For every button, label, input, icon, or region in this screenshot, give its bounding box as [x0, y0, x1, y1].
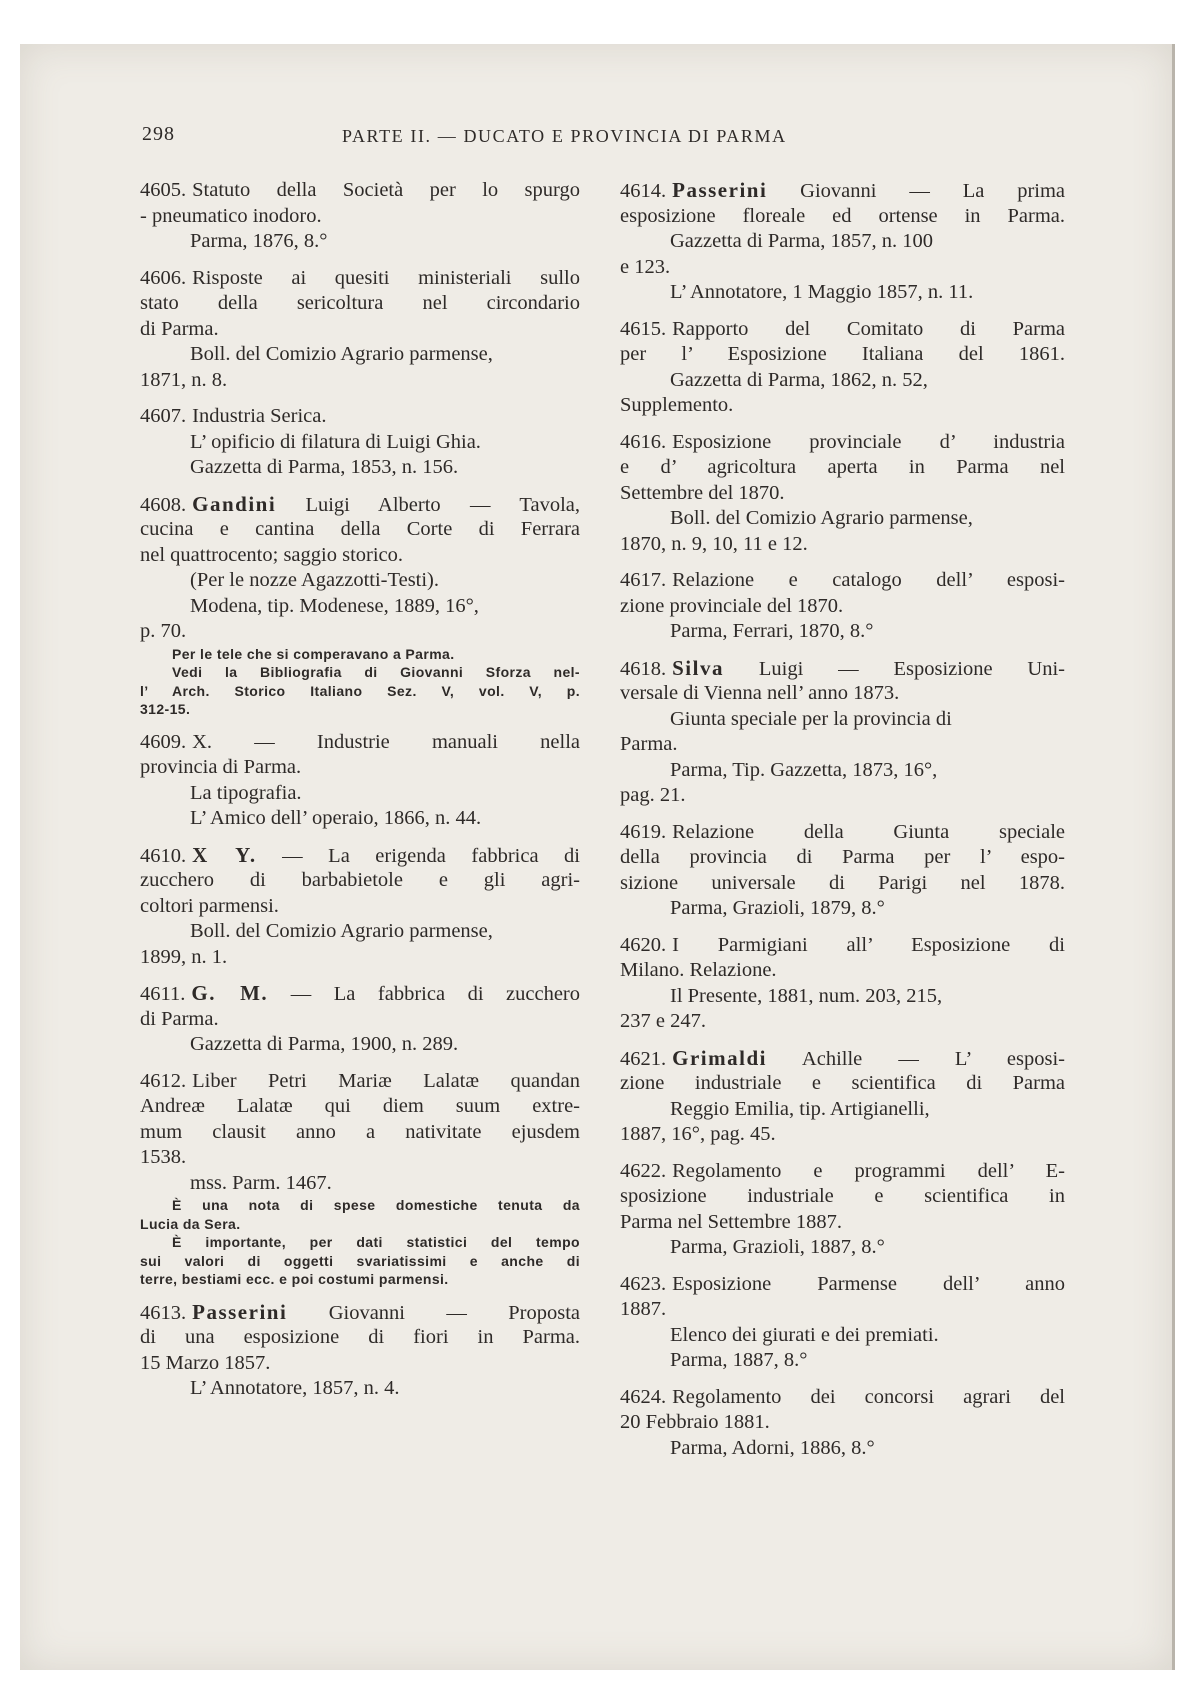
entry-4623	[620, 1272, 1065, 1374]
entry-source: pag. 21.	[620, 784, 686, 806]
entry-note: Vedi la Bibliografia di Giovanni Sforza nel-	[172, 664, 580, 680]
entry-source: Supplemento.	[620, 394, 734, 416]
entry-text: zucchero di barbabietole e gli agri-	[140, 869, 580, 891]
entry-text: zione provinciale del 1870.	[620, 594, 844, 617]
entry-source: 1887, 16°, pag. 45.	[620, 1123, 776, 1145]
entry-text: L’ opificio di filatura di Luigi Ghia.	[190, 430, 481, 453]
entry-text: coltori parmensi.	[140, 894, 279, 917]
entry-number: 4611.	[140, 983, 186, 1005]
entry-number: 4618.	[620, 657, 667, 680]
entry-source: Boll. del Comizio Agrario parmense,	[190, 920, 493, 942]
entry-author: Passerini	[192, 1299, 288, 1324]
entry-note: l’ Arch. Storico Italiano Sez. V, vol. V, p.	[140, 682, 580, 699]
entry-source: Parma, Tip. Gazzetta, 1873, 16°,	[670, 758, 938, 781]
entry-title: Esposizione Parmense dell’ anno	[672, 1272, 1065, 1295]
entry-source: Il Presente, 1881, num. 203, 215,	[670, 984, 943, 1007]
entry-title: Risposte ai quesiti ministeriali sullo	[192, 266, 580, 289]
entry-number: 4605.	[140, 179, 187, 201]
entry-title: Relazione della Giunta speciale	[672, 820, 1065, 843]
entry-source: Parma, 1876, 8.°	[190, 230, 328, 252]
entry-number: 4609.	[140, 730, 187, 753]
entry-number: 4610.	[140, 844, 187, 867]
entry-4611	[140, 981, 580, 1058]
entry-source: L’ Amico dell’ operaio, 1866, n. 44.	[190, 807, 482, 829]
entry-title: Relazione e catalogo dell’ esposi-	[672, 569, 1065, 591]
entry-number: 4608.	[140, 493, 187, 516]
entry-text: Milano. Relazione.	[620, 959, 777, 981]
entry-source: p. 70.	[140, 620, 187, 642]
entry-4614	[620, 178, 1065, 306]
entry-4624	[620, 1385, 1065, 1462]
entry-number: 4623.	[620, 1272, 667, 1295]
entry-title: Industria Serica.	[192, 405, 327, 427]
entry-title: Luigi Alberto — Tavola,	[305, 493, 580, 516]
entry-title: Regolamento dei concorsi agrari del	[672, 1385, 1065, 1408]
entry-4609	[140, 730, 580, 832]
entry-text: stato della sericoltura nel circondario	[140, 292, 580, 314]
entry-author: X Y.	[192, 842, 257, 867]
entry-title: Giovanni — La prima	[800, 180, 1066, 202]
entry-text: di una esposizione di fiori in Parma.	[140, 1326, 580, 1348]
entry-number: 4612.	[140, 1069, 187, 1092]
entry-source: Boll. del Comizio Agrario parmense,	[670, 507, 973, 529]
entry-text: Andreæ Lalatæ qui diem suum extre-	[140, 1095, 580, 1117]
entry-source: Modena, tip. Modenese, 1889, 16°,	[190, 594, 479, 617]
entry-author: Gandini	[192, 491, 277, 516]
entry-text: e d’ agricoltura aperta in Parma nel	[620, 456, 1065, 478]
entry-title: Giovanni — Proposta	[328, 1301, 581, 1324]
entry-title: Esposizione provinciale d’ industria	[672, 430, 1065, 453]
entry-source: Gazzetta di Parma, 1900, n. 289.	[190, 1033, 459, 1055]
entry-source: Parma, 1887, 8.°	[670, 1349, 808, 1371]
entry-text: provincia di Parma.	[140, 756, 302, 778]
entry-text: (Per le nozze Agazzotti-Testi).	[190, 569, 440, 591]
entry-4621	[620, 1046, 1065, 1148]
entry-title: Liber Petri Mariæ Lalatæ quandan	[192, 1069, 580, 1092]
entry-note: terre, bestiami ecc. e poi costumi parmensi.	[140, 1271, 449, 1287]
entry-author: Passerini	[672, 178, 768, 202]
entry-source: Gazzetta di Parma, 1857, n. 100	[670, 230, 934, 252]
entry-text: esposizione floreale ed ortense in Parma.	[620, 204, 1065, 227]
entry-4615	[620, 317, 1065, 419]
entry-text: La tipografia.	[190, 781, 302, 804]
left-column	[140, 178, 580, 1413]
entry-number: 4606.	[140, 266, 187, 289]
entry-text: Giunta speciale per la provincia di	[670, 707, 952, 730]
entry-source: L’ Annotatore, 1 Maggio 1857, n. 11.	[670, 281, 974, 303]
entry-author: Silva	[672, 655, 724, 680]
entry-4613	[140, 1300, 580, 1402]
entry-4612	[140, 1069, 580, 1289]
entry-text: 15 Marzo 1857.	[140, 1351, 271, 1374]
entry-source: 1899, n. 1.	[140, 945, 228, 968]
entry-source: 237 e 247.	[620, 1010, 706, 1032]
entry-note: Per le tele che si comperavano a Parma.	[172, 645, 455, 662]
entry-number: 4607.	[140, 405, 187, 427]
entry-number: 4615.	[620, 317, 667, 340]
entry-title: Rapporto del Comitato di Parma	[672, 317, 1065, 340]
page-header	[142, 123, 972, 153]
entry-4619	[620, 820, 1065, 922]
entry-text: Parma nel Settembre 1887.	[620, 1210, 843, 1233]
entry-number: 4621.	[620, 1047, 667, 1070]
entry-source: Gazzetta di Parma, 1862, n. 52,	[670, 368, 928, 391]
right-column	[620, 178, 1065, 1472]
entry-note: È una nota di spese domestiche tenuta da	[172, 1197, 580, 1213]
entry-text: - pneumatico inodoro.	[140, 204, 322, 227]
entry-4610	[140, 843, 580, 971]
entry-source: Boll. del Comizio Agrario parmense,	[190, 343, 493, 365]
entry-text: sizione universale di Parigi nel 1878.	[620, 871, 1065, 894]
entry-number: 4624.	[620, 1385, 667, 1408]
entry-4617	[620, 568, 1065, 645]
entry-number: 4613.	[140, 1301, 187, 1324]
entry-number: 4622.	[620, 1159, 667, 1182]
entry-title: Luigi — Esposizione Uni-	[758, 657, 1066, 680]
running-title: PARTE II. — DUCATO E PROVINCIA DI PARMA	[342, 126, 787, 146]
entry-title: Statuto della Società per lo spurgo	[192, 179, 580, 201]
page-number: 298	[142, 123, 175, 145]
entry-4607	[140, 404, 580, 481]
entry-source: L’ Annotatore, 1857, n. 4.	[190, 1377, 400, 1399]
entry-text: versale di Vienna nell’ anno 1873.	[620, 682, 900, 704]
entry-4618	[620, 656, 1065, 809]
entry-text: di Parma.	[140, 1007, 219, 1030]
entry-text: cucina e cantina della Corte di Ferrara	[140, 518, 580, 540]
entry-text: per l’ Esposizione Italiana del 1861.	[620, 343, 1065, 365]
entry-4605	[140, 178, 580, 255]
entry-source: 1871, n. 8.	[140, 368, 228, 391]
entry-text: 1887.	[620, 1298, 667, 1320]
entry-text: Parma.	[620, 733, 678, 755]
entry-note: sui valori di oggetti svariatissimi e anche di	[140, 1252, 580, 1269]
entry-source: Parma, Adorni, 1886, 8.°	[670, 1436, 875, 1459]
entry-source: Gazzetta di Parma, 1853, n. 156.	[190, 456, 459, 478]
entry-source: Reggio Emilia, tip. Artigianelli,	[670, 1097, 930, 1120]
entry-title: — La fabbrica di zucchero	[290, 983, 581, 1005]
entry-number: 4620.	[620, 933, 667, 956]
entry-number: 4617.	[620, 569, 667, 591]
entry-text: sposizione industriale e scientifica in	[620, 1185, 1065, 1207]
entry-source: 1870, n. 9, 10, 11 e 12.	[620, 532, 808, 555]
entry-note: 312-15.	[140, 701, 191, 717]
entry-4616	[620, 430, 1065, 558]
entry-note: Lucia da Sera.	[140, 1215, 241, 1232]
entry-text: nel quattrocento; saggio storico.	[140, 543, 404, 566]
entry-text: di Parma.	[140, 317, 219, 340]
entry-title: I Parmigiani all’ Esposizione di	[672, 933, 1065, 956]
entry-source: Parma, Ferrari, 1870, 8.°	[670, 620, 874, 642]
entry-number: 4616.	[620, 430, 667, 453]
entry-4622	[620, 1159, 1065, 1261]
entry-source: Parma, Grazioli, 1887, 8.°	[670, 1236, 885, 1258]
entry-4608	[140, 492, 580, 719]
entry-text: zione industriale e scientifica di Parma	[620, 1072, 1065, 1094]
entry-text: Settembre del 1870.	[620, 481, 785, 504]
entry-title: Regolamento e programmi dell’ E-	[672, 1159, 1065, 1182]
entry-title: Achille — L’ esposi-	[801, 1047, 1065, 1070]
entry-text: della provincia di Parma per l’ espo-	[620, 846, 1065, 868]
entry-text: Elenco dei giurati e dei premiati.	[670, 1323, 939, 1346]
entry-source: Parma, Grazioli, 1879, 8.°	[670, 897, 885, 919]
entry-text: 20 Febbraio 1881.	[620, 1411, 770, 1433]
entry-4620	[620, 933, 1065, 1035]
entry-source: e 123.	[620, 255, 671, 278]
entry-title: — La erigenda fabbrica di	[282, 844, 580, 867]
entry-author: Grimaldi	[672, 1045, 767, 1070]
entry-title: X. — Industrie manuali nella	[192, 730, 580, 753]
entry-text: 1538.	[140, 1146, 187, 1168]
entry-text: mum clausit anno a nativitate ejusdem	[140, 1120, 580, 1143]
entry-note: È importante, per dati statistici del tempo	[172, 1234, 580, 1250]
entry-source: mss. Parm. 1467.	[190, 1171, 332, 1194]
entry-number: 4619.	[620, 820, 667, 843]
entry-4606	[140, 266, 580, 394]
entry-author: G. M.	[191, 981, 269, 1005]
entry-number: 4614.	[620, 180, 667, 202]
